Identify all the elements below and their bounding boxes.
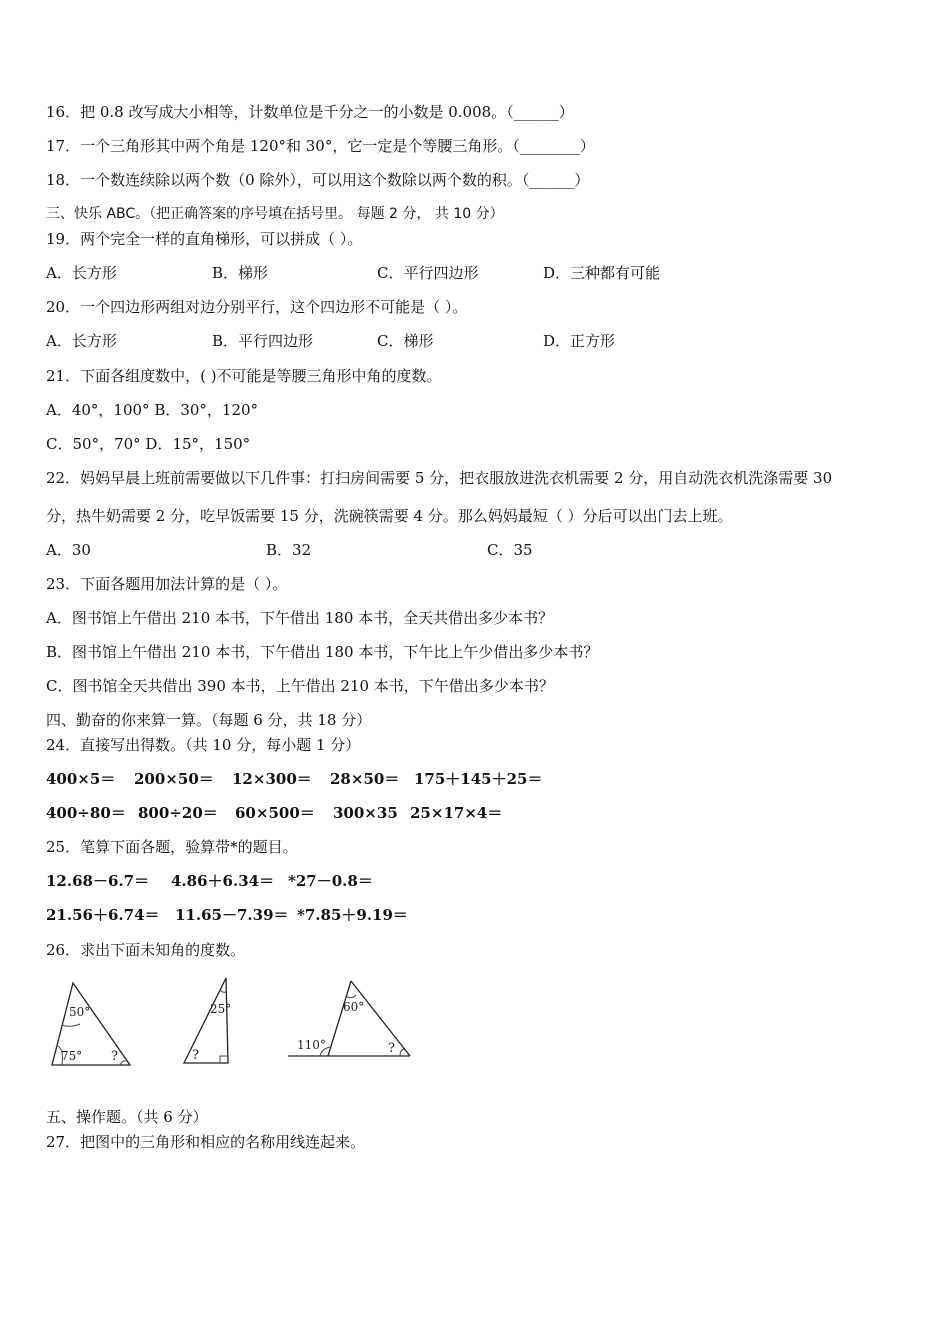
question-26: 26．求出下面未知角的度数。: [46, 941, 246, 959]
question-23-option-a: A．图书馆上午借出 210 本书，下午借出 180 本书，全天共借出多少本书？: [46, 609, 554, 627]
question-20: 20．一个四边形两组对边分别平行，这个四边形不可能是（ ）。: [46, 298, 468, 316]
option-b: B．平行四边形: [212, 332, 314, 350]
question-25: 25．笔算下面各题，验算带*的题目。: [46, 838, 298, 856]
option-a: A．30: [46, 541, 91, 559]
option-a: A．长方形: [46, 264, 117, 282]
calc-item: 60×500＝: [235, 804, 315, 822]
question-22-line1: 22．妈妈早晨上班前需要做以下几件事：打扫房间需要 5 分，把衣服放进洗衣机需要 2 分，用自动洗衣机洗涤需要 30: [46, 469, 833, 487]
section-4-heading: 四、勤奋的你来算一算。（每题 6 分，共 18 分）: [46, 711, 372, 729]
calc-item: 21.56＋6.74＝: [46, 906, 160, 924]
question-21: 21．下面各组度数中，( )不可能是等腰三角形中角的度数。: [46, 367, 442, 385]
calc-item: 11.65－7.39＝: [175, 906, 289, 924]
section-5-heading: 五、操作题。（共 6 分）: [46, 1108, 208, 1126]
question-21-options-row2: C．50°，70° D．15°，150°: [46, 435, 251, 453]
angle-label-unknown: ?: [111, 1049, 118, 1064]
calc-item: *27－0.8＝: [288, 872, 373, 890]
option-c: C．平行四边形: [377, 264, 479, 282]
question-27: 27．把图中的三角形和相应的名称用线连起来。: [46, 1133, 366, 1151]
question-23: 23．下面各题用加法计算的是（ ）。: [46, 575, 288, 593]
triangle-figure-3: [288, 981, 410, 1056]
question-21-options-row1: A．40°，100° B．30°，120°: [46, 401, 259, 419]
section-3-heading: 三、快乐 ABC。（把正确答案的序号填在括号里。 每题 2 分， 共 10 分）: [46, 206, 504, 222]
calc-item: 800÷20＝: [138, 804, 218, 822]
option-b: B．梯形: [212, 264, 269, 282]
option-d: D．三种都有可能: [543, 264, 661, 282]
calc-item: 400÷80＝: [46, 804, 126, 822]
option-d: D．正方形: [543, 332, 616, 350]
question-17: 17．一个三角形其中两个角是 120°和 30°，它一定是个等腰三角形。（________）: [46, 137, 595, 155]
question-24: 24．直接写出得数。（共 10 分，每小题 1 分）: [46, 736, 361, 754]
question-23-option-c: C．图书馆全天共借出 390 本书，上午借出 210 本书，下午借出多少本书？: [46, 677, 554, 695]
option-a: A．长方形: [46, 332, 117, 350]
triangle-figure-2: [184, 978, 231, 1063]
option-c: C．梯形: [377, 332, 434, 350]
calc-item: 200×50＝: [134, 770, 214, 788]
calc-item: 300×35: [333, 804, 398, 822]
triangle-figures: [40, 968, 440, 1078]
question-22-line2: 分，热牛奶需要 2 分，吃早饭需要 15 分，洗碗筷需要 4 分。那么妈妈最短（ ）分后可以出门去上班。: [46, 507, 733, 525]
question-23-option-b: B．图书馆上午借出 210 本书，下午借出 180 本书，下午比上午少借出多少本书？: [46, 643, 599, 661]
calc-item: 28×50＝: [330, 770, 400, 788]
calc-item: 12×300＝: [232, 770, 312, 788]
calc-item: 12.68－6.7＝: [46, 872, 150, 890]
option-c: C．35: [487, 541, 533, 559]
angle-label-top: 25°: [210, 1002, 232, 1016]
question-16: 16．把 0.8 改写成大小相等，计数单位是千分之一的小数是 0.008。（______）: [46, 103, 574, 121]
angle-label-unknown: ?: [192, 1048, 199, 1063]
triangle-figure-1: [52, 983, 130, 1065]
angle-label-top: 50°: [69, 1005, 91, 1019]
angle-label-top: 60°: [343, 1000, 365, 1014]
angle-label-unknown: ?: [388, 1041, 395, 1056]
calc-item: 4.86＋6.34＝: [171, 872, 275, 890]
question-19: 19．两个完全一样的直角梯形，可以拼成（ ）。: [46, 230, 363, 248]
question-18: 18．一个数连续除以两个数（0 除外），可以用这个数除以两个数的积。（______）: [46, 171, 590, 189]
calc-item: *7.85＋9.19＝: [297, 906, 408, 924]
calc-item: 25×17×4＝: [410, 804, 503, 822]
angle-label-exterior: 110°: [297, 1038, 326, 1052]
calc-item: 400×5＝: [46, 770, 116, 788]
option-b: B．32: [266, 541, 312, 559]
angle-label-bottom: 75°: [61, 1049, 83, 1063]
calc-item: 175＋145＋25＝: [414, 770, 543, 788]
